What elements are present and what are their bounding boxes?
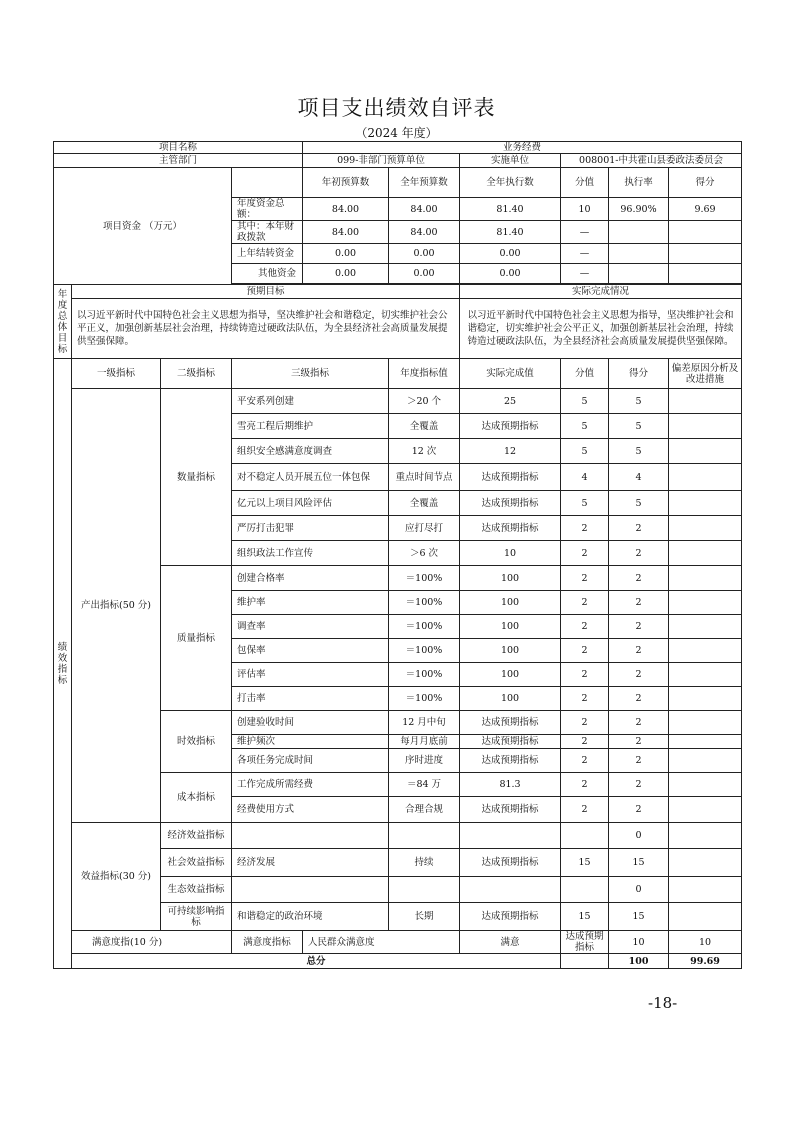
indicator-note	[669, 663, 742, 687]
indicator-get: 2	[609, 615, 669, 639]
page-number: -18-	[648, 994, 678, 1012]
indicator-target: 每月月底前	[389, 735, 460, 749]
indicator-target: 长期	[389, 903, 460, 931]
indicator-actual: 10	[460, 541, 561, 566]
indicator-get: 5	[609, 389, 669, 414]
project-name-label: 项目名称	[54, 142, 303, 154]
indicator-get: 2	[609, 711, 669, 735]
col-get: 得分	[669, 168, 742, 198]
indicator-actual: 达成预期指标	[460, 414, 561, 439]
funds-full: 0.00	[389, 264, 460, 284]
h-score: 分值	[561, 359, 609, 389]
indicator-score: 15	[561, 903, 609, 931]
indicator-actual: 达成预期指标	[460, 749, 561, 773]
funds-get	[669, 264, 742, 284]
indicator-note	[669, 735, 742, 749]
indicator-actual: 25	[460, 389, 561, 414]
benefit-l2: 经济效益指标	[161, 823, 232, 849]
indicator-get: 2	[609, 591, 669, 615]
indicator-score: 5	[561, 439, 609, 464]
indicator-actual	[460, 823, 561, 849]
indicator-get: 2	[609, 663, 669, 687]
funds-rate	[609, 244, 669, 264]
dept-label: 主管部门	[54, 154, 303, 168]
funds-rate: 96.90%	[609, 198, 669, 221]
indicator-name: 经费使用方式	[232, 797, 389, 823]
indicator-get: 2	[609, 749, 669, 773]
indicator-target: 序时进度	[389, 749, 460, 773]
indicator-get: 15	[609, 903, 669, 931]
indicator-score	[561, 877, 609, 903]
year-subtitle: （2024 年度）	[355, 126, 438, 140]
indicator-get: 0	[609, 823, 669, 849]
indicator-actual: 100	[460, 591, 561, 615]
indicator-get: 2	[609, 516, 669, 541]
indicator-get: 15	[609, 849, 669, 877]
indicator-name: 打击率	[232, 687, 389, 711]
dept-value: 099-非部门预算单位	[303, 154, 460, 168]
indicator-target: 全覆盖	[389, 414, 460, 439]
funds-score: —	[561, 221, 609, 244]
indicator-score: 5	[561, 389, 609, 414]
h-note: 偏差原因分析及改进措施	[669, 359, 742, 389]
indicator-score: 2	[561, 773, 609, 797]
project-name-value: 业务经费	[303, 142, 742, 154]
funds-row-label: 其中：本年财政拨款	[232, 221, 303, 244]
indicator-actual: 达成预期指标	[460, 516, 561, 541]
col-exec: 全年执行数	[460, 168, 561, 198]
indicator-note	[669, 464, 742, 491]
indicator-target: 持续	[389, 849, 460, 877]
indicator-actual: 100	[460, 566, 561, 591]
expected-goal-label: 预期目标	[72, 285, 460, 299]
indicator-get: 5	[609, 439, 669, 464]
indicator-name: 组织安全感满意度调查	[232, 439, 389, 464]
indicator-target: ＝100%	[389, 639, 460, 663]
indicator-score: 2	[561, 639, 609, 663]
indicator-score: 2	[561, 516, 609, 541]
funds-full: 0.00	[389, 244, 460, 264]
h-level3: 三级指标	[232, 359, 389, 389]
indicator-score: 2	[561, 797, 609, 823]
indicator-row	[54, 823, 742, 849]
indicator-get: 2	[609, 687, 669, 711]
quantity-label: 数量指标	[161, 389, 232, 566]
perf-header-row	[54, 359, 742, 389]
indicator-name: 创建合格率	[232, 566, 389, 591]
col-rate: 执行率	[609, 168, 669, 198]
funds-initial: 0.00	[303, 244, 389, 264]
time-label: 时效指标	[161, 711, 232, 773]
indicator-score: 2	[561, 711, 609, 735]
indicator-actual: 100	[460, 663, 561, 687]
funds-full: 84.00	[389, 221, 460, 244]
funds-row-label: 上年结转资金	[232, 244, 303, 264]
indicator-actual: 12	[460, 439, 561, 464]
indicator-note	[669, 849, 742, 877]
funds-get	[669, 244, 742, 264]
indicator-note	[669, 749, 742, 773]
impl-value: 008001-中共霍山县委政法委员会	[561, 154, 742, 168]
indicator-row	[54, 389, 742, 414]
indicator-target: ＝100%	[389, 591, 460, 615]
funds-exec: 0.00	[460, 244, 561, 264]
indicator-get: 5	[609, 414, 669, 439]
indicator-actual: 达成预期指标	[460, 849, 561, 877]
cost-label: 成本指标	[161, 773, 232, 823]
funds-row-label: 其他资金	[232, 264, 303, 284]
indicator-name: 亿元以上项目风险评估	[232, 491, 389, 516]
indicator-name: 对不稳定人员开展五位一体包保	[232, 464, 389, 491]
indicator-score: 15	[561, 849, 609, 877]
indicator-get: 2	[609, 639, 669, 663]
funds-initial: 84.00	[303, 221, 389, 244]
indicator-score: 2	[561, 687, 609, 711]
expected-goal-text: 以习近平新时代中国特色社会主义思想为指导，坚决维护社会和谐稳定，切实维护社会公平正义，加强创新基层社会治理，持续铸造过硬政法队伍，为全县经济社会高质量发展提供坚强保障。	[72, 299, 460, 359]
indicator-score: 2	[561, 615, 609, 639]
perf-label: 绩效指标	[54, 359, 72, 969]
indicator-target: ＝100%	[389, 615, 460, 639]
total-row	[54, 954, 742, 969]
indicator-name: 经济发展	[232, 849, 389, 877]
total-label: 总分	[72, 954, 561, 969]
funds-label: 项目资金 （万元）	[54, 168, 232, 285]
indicator-note	[669, 903, 742, 931]
indicator-target: ＝84 万	[389, 773, 460, 797]
indicator-score: 4	[561, 464, 609, 491]
indicator-score: 10	[609, 931, 669, 954]
total-score: 100	[609, 954, 669, 969]
indicator-note	[669, 541, 742, 566]
total-blank	[561, 954, 609, 969]
indicator-name: 创建验收时间	[232, 711, 389, 735]
indicator-row	[54, 931, 742, 954]
h-target: 年度指标值	[389, 359, 460, 389]
indicator-name	[232, 877, 389, 903]
total-get: 99.69	[669, 954, 742, 969]
indicator-name: 平安系列创建	[232, 389, 389, 414]
h-get: 得分	[609, 359, 669, 389]
indicator-name: 包保率	[232, 639, 389, 663]
funds-score: —	[561, 264, 609, 284]
indicator-name: 和谐稳定的政治环境	[232, 903, 389, 931]
indicator-name: 各项任务完成时间	[232, 749, 389, 773]
funds-row-label: 年度资金总额：	[232, 198, 303, 221]
indicator-note	[669, 516, 742, 541]
indicator-target: ＝100%	[389, 663, 460, 687]
indicator-name: 维护率	[232, 591, 389, 615]
indicator-target: 重点时间节点	[389, 464, 460, 491]
indicator-get: 0	[609, 877, 669, 903]
indicator-name: 严厉打击犯罪	[232, 516, 389, 541]
h-level2: 二级指标	[161, 359, 232, 389]
indicator-actual: 81.3	[460, 773, 561, 797]
funds-exec: 81.40	[460, 221, 561, 244]
indicator-name: 评估率	[232, 663, 389, 687]
output-label: 产出指标(50 分)	[72, 389, 161, 823]
benefit-l2: 社会效益指标	[161, 849, 232, 877]
indicator-note	[669, 877, 742, 903]
indicator-score: 2	[561, 663, 609, 687]
indicator-score: 2	[561, 749, 609, 773]
indicator-target	[389, 877, 460, 903]
indicator-score: 2	[561, 735, 609, 749]
col-initial-budget: 年初预算数	[303, 168, 389, 198]
indicator-get: 2	[609, 566, 669, 591]
indicator-name: 人民群众满意度	[303, 931, 460, 954]
indicator-get: 4	[609, 464, 669, 491]
indicator-name: 雪亮工程后期维护	[232, 414, 389, 439]
indicator-name: 维护频次	[232, 735, 389, 749]
indicator-target: 全覆盖	[389, 491, 460, 516]
indicator-note	[669, 639, 742, 663]
indicator-note	[669, 491, 742, 516]
funds-get	[669, 221, 742, 244]
quality-label: 质量指标	[161, 566, 232, 711]
col-full-budget: 全年预算数	[389, 168, 460, 198]
indicator-note	[669, 615, 742, 639]
funds-initial: 84.00	[303, 198, 389, 221]
goals-text-row	[54, 299, 742, 359]
indicator-score: 5	[561, 491, 609, 516]
indicator-target: ＝100%	[389, 566, 460, 591]
funds-header-row	[54, 168, 742, 198]
funds-score: —	[561, 244, 609, 264]
indicator-get: 5	[609, 491, 669, 516]
indicator-get: 2	[609, 773, 669, 797]
satisfaction-l2: 满意度指标	[232, 931, 303, 954]
funds-exec: 0.00	[460, 264, 561, 284]
funds-header-blank	[232, 168, 303, 198]
goals-label: 年度总体目标	[54, 285, 72, 359]
indicator-score: 2	[561, 566, 609, 591]
actual-completion-label: 实际完成情况	[460, 285, 742, 299]
indicator-actual: 达成预期指标	[561, 931, 609, 954]
indicator-note	[669, 687, 742, 711]
indicator-target: 12 次	[389, 439, 460, 464]
benefit-l2: 可持续影响指标	[161, 903, 232, 931]
indicator-note	[669, 711, 742, 735]
indicator-note	[669, 414, 742, 439]
funds-full: 84.00	[389, 198, 460, 221]
satisfaction-l1: 满意度指(10 分)	[72, 931, 232, 954]
indicator-note	[669, 823, 742, 849]
indicator-actual: 100	[460, 687, 561, 711]
indicator-actual: 达成预期指标	[460, 711, 561, 735]
indicator-get: 2	[609, 797, 669, 823]
self-evaluation-table	[53, 141, 742, 969]
indicator-score: 5	[561, 414, 609, 439]
indicator-actual: 达成预期指标	[460, 903, 561, 931]
actual-completion-text: 以习近平新时代中国特色社会主义思想为指导，坚决维护社会和谐稳定，切实维护社会公平正义，加强创新基层社会治理，持续铸造过硬政法队伍，为全县经济社会高质量发展提供坚强保障。	[460, 299, 742, 359]
funds-get: 9.69	[669, 198, 742, 221]
indicator-get: 2	[609, 541, 669, 566]
page-title: 项目支出绩效自评表	[297, 96, 496, 120]
indicator-note	[669, 389, 742, 414]
indicator-target: ＝100%	[389, 687, 460, 711]
funds-exec: 81.40	[460, 198, 561, 221]
indicator-target: 满意	[460, 931, 561, 954]
indicator-target	[389, 823, 460, 849]
indicator-name: 调查率	[232, 615, 389, 639]
goals-header-row	[54, 285, 742, 299]
indicator-target: ＞6 次	[389, 541, 460, 566]
indicator-score: 2	[561, 591, 609, 615]
indicator-target: 应打尽打	[389, 516, 460, 541]
indicator-actual: 达成预期指标	[460, 797, 561, 823]
funds-rate	[609, 264, 669, 284]
indicator-get: 2	[609, 735, 669, 749]
indicator-note	[669, 439, 742, 464]
funds-initial: 0.00	[303, 264, 389, 284]
indicator-actual: 达成预期指标	[460, 464, 561, 491]
indicator-target: ＞20 个	[389, 389, 460, 414]
funds-score: 10	[561, 198, 609, 221]
funds-rate	[609, 221, 669, 244]
indicator-actual: 达成预期指标	[460, 491, 561, 516]
indicator-get: 10	[669, 931, 742, 954]
h-actual: 实际完成值	[460, 359, 561, 389]
indicator-target: 合理合规	[389, 797, 460, 823]
h-level1: 一级指标	[72, 359, 161, 389]
impl-label: 实施单位	[460, 154, 561, 168]
indicator-note	[669, 591, 742, 615]
indicator-score: 2	[561, 541, 609, 566]
indicator-note	[669, 797, 742, 823]
indicator-actual: 达成预期指标	[460, 735, 561, 749]
indicator-actual: 100	[460, 639, 561, 663]
col-score: 分值	[561, 168, 609, 198]
indicator-name: 工作完成所需经费	[232, 773, 389, 797]
indicator-note	[669, 566, 742, 591]
indicator-note	[669, 773, 742, 797]
indicator-name	[232, 823, 389, 849]
benefit-l2: 生态效益指标	[161, 877, 232, 903]
project-name-row	[54, 142, 742, 154]
indicator-actual	[460, 877, 561, 903]
indicator-name: 组织政法工作宣传	[232, 541, 389, 566]
benefit-label: 效益指标(30 分)	[72, 823, 161, 931]
indicator-target: 12 月中旬	[389, 711, 460, 735]
dept-row	[54, 154, 742, 168]
indicator-score	[561, 823, 609, 849]
indicator-actual: 100	[460, 615, 561, 639]
